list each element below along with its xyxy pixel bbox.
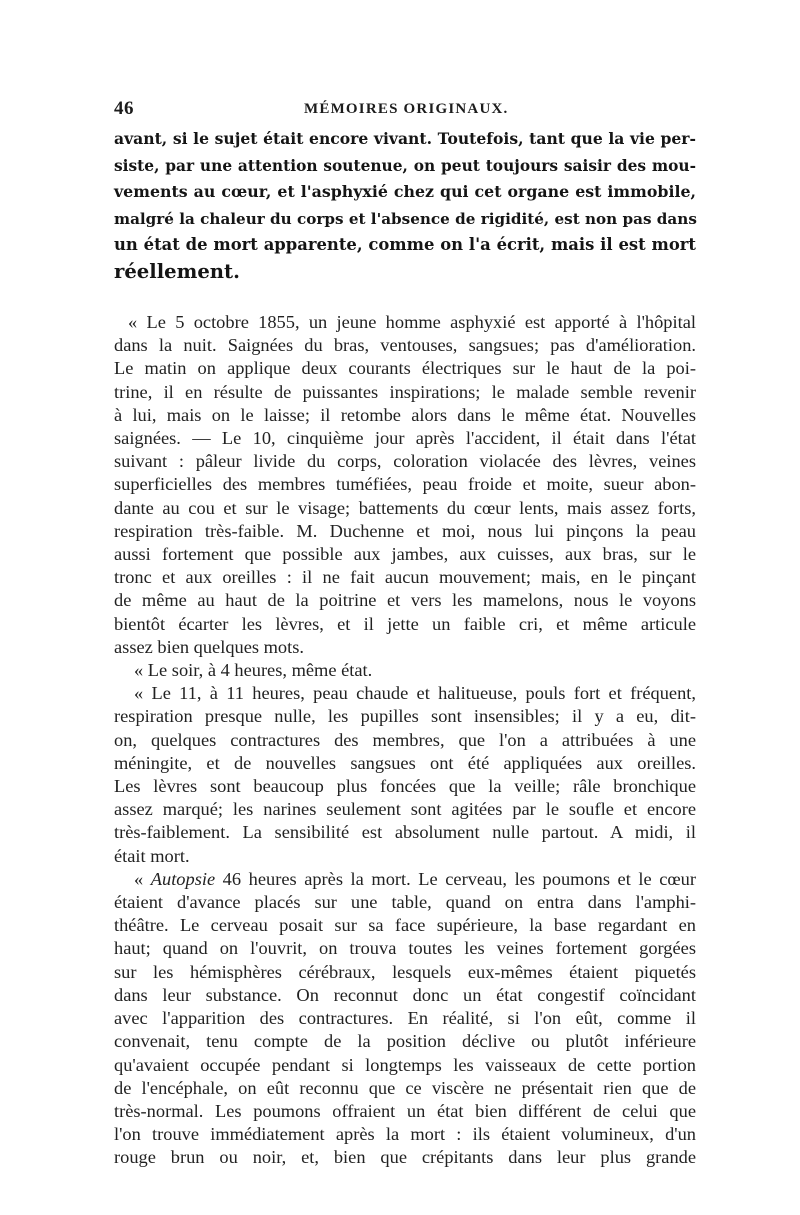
- text-line: très-faiblement. La sensibilité est absolument nulle partout. A midi, il: [114, 822, 696, 843]
- text-line: tronc et aux oreilles : il ne fait aucun mouvement; mais, en le pinçant: [114, 567, 696, 588]
- page-header: [114, 98, 696, 120]
- text-line: aussi fortement que possible aux jambes, aux cuisses, aux bras, sur le: [114, 544, 696, 565]
- page-number: 46: [114, 98, 134, 119]
- text-line: assez marqué; les narines seulement sont agitées par le soufle et encore: [114, 799, 696, 820]
- text-line: vements au cœur, et l'asphyxié chez qui cet organe est immobile,: [114, 182, 696, 201]
- text-line: qu'avaient occupée pendant si longtemps les vaisseaux de cette portion: [114, 1054, 696, 1075]
- text-line: « Le 5 octobre 1855, un jeune homme asphyxié est apporté à l'hôpital: [128, 312, 696, 332]
- running-title: MÉMOIRES ORIGINAUX.: [304, 101, 509, 117]
- text-line: « Le 11, à 11 heures, peau chaude et halitueuse, pouls fort et fréquent,: [134, 683, 696, 704]
- text-line: un état de mort apparente, comme on l'a écrit, mais il est mort: [114, 235, 696, 254]
- text-line: de l'encéphale, on eût reconnu que ce viscère ne présentait rien que de: [114, 1077, 696, 1098]
- text-line: avec l'apparition des contractures. En réalité, si l'on eût, comme il: [114, 1008, 696, 1029]
- text-line: théâtre. Le cerveau posait sur sa face supérieure, la base regardant en: [114, 915, 696, 936]
- text-line: siste, par une attention soutenue, on peut toujours saisir des mou-: [114, 156, 696, 175]
- paragraph-case-report: [114, 311, 696, 659]
- paragraph-gap: [114, 285, 696, 311]
- paragraph-day-11: [114, 682, 696, 868]
- text-line: dans la nuit. Saignées du bras, ventouses, sangsues; pas d'amélioration.: [114, 335, 696, 356]
- text-line: trine, il en résulte de puissantes inspirations; le malade semble revenir: [114, 381, 696, 402]
- text-line: on, quelques contractures des membres, que l'on a attribuées à une: [114, 729, 696, 750]
- text-line: « Le soir, à 4 heures, même état.: [134, 660, 373, 681]
- text-line: réellement.: [114, 259, 240, 283]
- text-line: respiration très-faible. M. Duchenne et moi, nous lui pinçons la peau: [114, 520, 696, 541]
- text-line: l'on trouve immédiatement après la mort : ils étaient volumineux, d'un: [114, 1124, 696, 1145]
- autopsy-first-line: 46 heures après la mort. Le cerveau, les poumons et le cœur: [215, 868, 696, 889]
- paragraph-intro: [114, 126, 696, 285]
- text-line: à lui, mais on le laisse; il retombe alors dans le même état. Nouvelles: [114, 404, 696, 425]
- text-line: superficielles des membres tuméfiées, peau froide et moite, sueur abon-: [114, 474, 696, 495]
- text-line: haut; quand on l'ouvrit, on trouva toutes les veines fortement gorgées: [114, 938, 696, 959]
- text-line: avant, si le sujet était encore vivant. Toutefois, tant que la vie per-: [114, 129, 696, 148]
- text-line: malgré la chaleur du corps et l'absence de rigidité, est non pas dans: [114, 209, 697, 228]
- autopsy-label: Autopsie: [150, 868, 216, 889]
- text-line: saignées. — Le 10, cinquième jour après l'accident, il était dans l'état: [114, 428, 696, 449]
- text-line: Le matin on applique deux courants électriques sur le haut de la poi-: [114, 358, 696, 379]
- paragraph-evening: [114, 659, 696, 682]
- text-line: suivant : pâleur livide du corps, coloration violacée des lèvres, veines: [114, 451, 696, 472]
- text-line: de même au haut de la poitrine et vers les mamelons, nous le voyons: [114, 590, 696, 611]
- text-line: convenait, tenu compte de la position déclive ou plutôt inférieure: [114, 1031, 696, 1052]
- text-line: était mort.: [114, 845, 190, 866]
- text-line: « Autopsie 46 heures après la mort. Le cerveau, les poumons et le cœur: [134, 868, 696, 889]
- text-line: dante au cou et sur le visage; battements du cœur lents, mais assez forts,: [114, 497, 696, 518]
- body-text: [114, 126, 696, 1170]
- text-line: bientôt écarter les lèvres, et il jette un faible cri, et même articule: [114, 613, 696, 634]
- text-line: rouge brun ou noir, et, bien que crépitants dans leur plus grande: [114, 1147, 696, 1168]
- text-line: étaient d'avance placés sur une table, quand on entra dans l'amphi-: [114, 892, 696, 913]
- text-line: respiration presque nulle, les pupilles sont insensibles; il y a eu, dit-: [114, 706, 696, 727]
- text-line: dans leur substance. On reconnut donc un état congestif coïncidant: [114, 984, 696, 1005]
- text-line: assez bien quelques mots.: [114, 636, 304, 657]
- text-line: méningite, et de nouvelles sangsues ont été appliquées aux oreilles.: [114, 752, 696, 773]
- text-line: très-normal. Les poumons offraient un état bien différent de celui que: [114, 1100, 696, 1121]
- text-line: Les lèvres sont beaucoup plus foncées que la veille; râle bronchique: [114, 776, 696, 797]
- text-line: sur les hémisphères cérébraux, lesquels eux-mêmes étaient piquetés: [114, 961, 696, 982]
- paragraph-autopsy: [114, 868, 696, 1170]
